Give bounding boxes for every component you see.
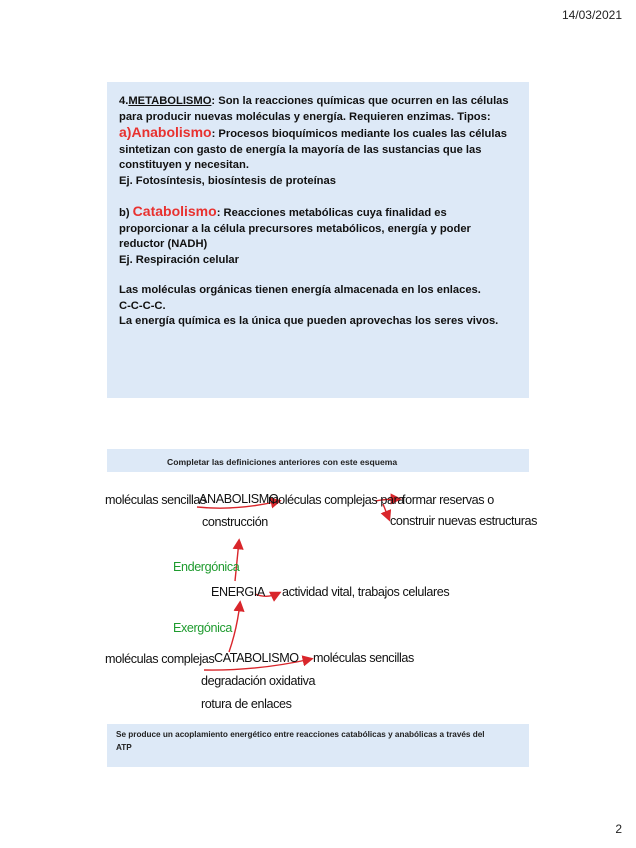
label-actividad-vital: actividad vital, trabajos celulares bbox=[282, 585, 450, 599]
row1-moleculas-sencillas: moléculas sencillas bbox=[105, 493, 206, 507]
row1-moleculas-complejas: moléculas complejas para bbox=[268, 493, 404, 507]
page-number: 2 bbox=[615, 822, 622, 836]
slide2-title: Completar las definiciones anteriores con este esquema bbox=[167, 457, 398, 467]
catabolismo-term: Catabolismo bbox=[132, 203, 217, 219]
row2-moleculas-sencillas: moléculas sencillas bbox=[313, 651, 414, 665]
catabolismo-prefix: b) bbox=[119, 207, 130, 219]
intro-paragraph bbox=[119, 94, 517, 125]
label-exergonica: Exergónica bbox=[173, 621, 233, 635]
anabolismo-text: : Procesos bioquímicos mediante los cuales las células sintetizan con gasto de energía la mayoría de las sustancias que las constituyen y necesitan. bbox=[119, 128, 507, 171]
label-anabolismo: ANABOLISMO bbox=[199, 492, 279, 506]
slide2-footer-text: Se produce un acoplamiento energético entre reacciones catabólicas y anabólicas a través del ATP bbox=[116, 730, 485, 752]
closing-line-2: C-C-C-C. bbox=[119, 299, 166, 312]
label-endergonica: Endergónica bbox=[173, 560, 240, 574]
row1-formar-reservas: formar reservas o bbox=[402, 493, 494, 507]
anabolismo-term: Anabolismo bbox=[131, 124, 212, 140]
anabolismo-example: Ej. Fotosíntesis, biosíntesis de proteínas bbox=[119, 174, 336, 187]
anabolismo-paragraph bbox=[119, 125, 517, 174]
intro-number: 4. bbox=[119, 95, 129, 107]
label-degradacion-oxidativa: degradación oxidativa bbox=[201, 674, 316, 688]
label-construccion: construcción bbox=[202, 515, 268, 529]
label-catabolismo: CATABOLISMO bbox=[214, 651, 299, 665]
catabolismo-example: Ej. Respiración celular bbox=[119, 253, 240, 266]
closing-line-1: Las moléculas orgánicas tienen energía almacenada en los enlaces. bbox=[119, 284, 481, 296]
date: 14/03/2021 bbox=[561, 8, 622, 22]
intro-term: METABOLISMO bbox=[128, 95, 212, 107]
anabolismo-prefix: a) bbox=[119, 124, 132, 140]
label-rotura-enlaces: rotura de enlaces bbox=[201, 697, 292, 711]
intro-text: : Son la reacciones químicas que ocurren en las células para producir nuevas moléculas y energía. Requieren enzimas. Tipos: bbox=[119, 95, 509, 123]
label-energia: ENERGIA bbox=[211, 585, 265, 599]
closing-line-3: La energía química es la única que pueden aprovechas los seres vivos. bbox=[119, 315, 499, 327]
catabolismo-text: : Reacciones metabólicas cuya finalidad es proporcionar a la célula precursores metabólicos, energía y poder reductor (NADH) bbox=[119, 207, 471, 250]
row2-moleculas-complejas: moléculas complejas bbox=[105, 652, 215, 666]
slide-metabolismo bbox=[107, 82, 529, 398]
row1-construir-estructuras: construir nuevas estructuras bbox=[390, 514, 537, 528]
catabolismo-paragraph bbox=[119, 204, 517, 253]
slide-esquema bbox=[105, 449, 537, 767]
